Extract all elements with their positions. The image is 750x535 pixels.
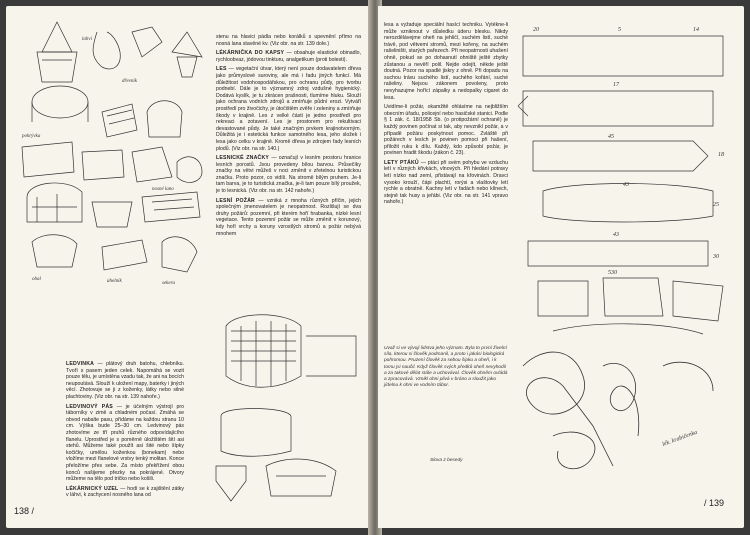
- entry-les: [216, 66, 361, 152]
- caption-text: Uvaž si ve vývoji lidstva jeho význam. Byla to první živelní síla, kterou si člověk podmanil, a proto i jakási biologická pohromou. Pruzení člověk za sebou šipku a oheň, i k tomu jsi naučil. Když člověk svých předků oheň nevyhodil a za takové dělat stále a uchovával. Člověk ohněm ovládá a zpracovává. Vznikl ohni plivá v bráno a sloužit jako jídelnu k ohni ve vodním tábor.: [384, 346, 508, 389]
- dim-3: 14: [693, 27, 699, 33]
- entry-text: — označují v lesním prostoru hranice lesních porostů. Jsou provedeny bílou barvou. Průsečíky značky na větvi můžeš v noci změnit v zřetelnou turistickou značku. Proto pozor, co vidíš. Na stromě bílým pruhem. Je-li tam barva, je to turistická značka, je-li tam pouze bílý proužek, je to lesnická. (Viz obr. na str. 142 nahoře.): [216, 155, 361, 195]
- sketch-label-2: dřevník: [122, 79, 137, 84]
- knot-sketches: [513, 346, 738, 496]
- dim-11: 530: [608, 270, 617, 276]
- entry-lesnicke-znacky: [216, 155, 361, 195]
- fire-caption: [384, 346, 508, 389]
- entry-lekarnicky-uzel: [66, 486, 184, 499]
- entry-text: — hodí se k zajištění zátky v láhvi, k zachycení nosného lana od: [66, 485, 184, 499]
- page-number-right: / 139: [704, 498, 725, 508]
- dim-1: 20: [533, 27, 539, 33]
- bag-pattern-diagram: [513, 16, 738, 351]
- entry-lesni-pozar-cont: [384, 22, 508, 101]
- entry-ledvinka: [66, 361, 184, 401]
- left-page-column-left: [66, 361, 184, 502]
- entry-0: [216, 34, 361, 47]
- entry-pozar-zakon: [384, 104, 508, 157]
- entry-text: — vzniká z mnoha různých příčin, jejich společným jmenovatelem je neopatrnost. Rozlišují se dva druhy požárů: pozemní, při kterém hoří hrabanka, nízké lesní vegetace. Tento pozemní požár se může změnit v korunový, kdy hoří vrchy a koruny vzrostlých stromů a požár nebývá mnohem: [216, 197, 361, 237]
- entry-text: Uvidíme-li požár, okamžitě ohlásíme na nejbližším obecním úřadu, policejní nebo hasičské stanici. Podle § 1 zák. č. 18/1958 Sb. (o protipožární ochraně) je každý povinen počínat si tak, aby nevznikl požár, a v případě požáru poskytnout pomoc. Zvláště při požárech v lesích je povinen pomoci při hašení, přiložit ruku k dílu. Každý, kdo způsobí požár, je povinen hradit škodu (zákon č. 23).: [384, 104, 508, 157]
- entry-text: stenu na hlavici pádla nebo korálků s upevnění přímo na nosná lana stavěné kv. (Viz obr. na str. 139 dole.): [216, 34, 361, 47]
- page-number-left: 138 /: [14, 506, 35, 516]
- camp-gear-sketches: [12, 12, 212, 292]
- entry-text: — ptáci při svém pohybu ve vzduchu letí v různých křivkách, vlnových. Při hledání potravy letí nízko nad zemí, přistávají na křovinách. Dravci vysoko krouží, čápi plachtí, rorýsi a vlaštovky letí rychle a obratně. Kachny letí v řadách nebo klínech, stejně tak husy a jeřábi. (Viz obr. na str. 141 vpravo nahoře.): [384, 159, 508, 206]
- caption-signature: Slova z besedy: [430, 458, 463, 463]
- entry-text: — vegetační útvar, který není pouze dodavatelem dřeva jako průmyslové suroviny, ale má i řadu jiných funkcí. Má důležitost vodohospodářskou, pro ochranu půdy, pro tvorbu podnebí. Dále je to významný zdroj vzdušné hygienický. Dodává kyslík, je tu zkrácen prašnosti, tlumíme hluku. Slouží jako ochrana vodních zdrojů a zmírňuje půdní erozi. Vytváří prostředí pro živočichy, je útočištěm zvěře i zeleniny a zmírňuje škody v krajině. Les z velké části je jedno prostředí pro rekreaci a zotavení. Les je prostorem pro rekultivaci devastované půdy. Je také značným prvkem krajinotvorným. Důležitá je i estetická funkce samotného lesa, jeho složek i lesa jako celku v krajině. Kromě dřeva je zdrojem řady lesních plodů. (Viz obr. na str. 140.): [216, 66, 361, 152]
- entry-head: LESNICKÉ ZNAČKY: [216, 155, 270, 162]
- dim-2: 5: [618, 27, 621, 33]
- entry-head: LES: [216, 66, 227, 73]
- entry-head: LESNÍ POŽÁR: [216, 197, 255, 204]
- sketch-label-3: pokrývka: [22, 134, 41, 139]
- entry-lety-ptaku: [384, 160, 508, 206]
- dim-8: 25: [713, 202, 719, 208]
- right-page-column: [384, 22, 508, 209]
- dim-10: 30: [713, 254, 719, 260]
- dim-5: 45: [608, 134, 614, 140]
- left-page-column-right: [216, 34, 361, 240]
- dim-4: 17: [613, 82, 619, 88]
- dim-6: 18: [718, 152, 724, 158]
- sketch-label-7: sekera: [162, 281, 176, 286]
- entry-text: — plátový druh batohu, chlebníku. Tvoří s pasem jeden celek. Napomáhá se vozit pouze tělu, je umístěna vzadu tak, že ani na bocích neupoutává. Slouží k uložení mapy, baterky i jiných věcí. Zhotovuje se ji z koženky, látky nebo silné plachtoviny. (Viz obr. na str. 139 nahoře.): [66, 361, 184, 400]
- entry-text: — obsahuje elastické obinadlo, rychloobvaz, jódovou tinkturu, analgetikum (proti bolesti).: [216, 50, 361, 63]
- entry-head: LÉKÁRNIČKA DO KAPSY: [216, 50, 285, 57]
- entry-text: lesa a vyžaduje speciální hasící techniku. Vytékne-li může vzniknout v důsledku úderu blesku. Nikdy nerozdělávejme oheň na jehličí, suchém listí, suché trávě, pod větvemi stromů, mezi kořeny, na suchém rašeliništi, starých pařezech. Při neopatrnosti uhašení ohně, pokud se po dohasnutí ohniště ještě zbytky zůstanou a nevěří polil. Nejde odejít, někde ještě doutná. Pozor na spadlé jiskry z ohně. Při dopadu na suchou trávu suchého listí, suchého kořání, suché rašeliny. Nejsou zákonem povoleny, proto nevyhazujme hořící zápalky a nedopalky cigaret do lesa.: [384, 22, 508, 101]
- knot-label: lék. krabičenka: [661, 429, 699, 448]
- entry-text: — je účelným výstrojí pro táborníky v zimě a chladném počasí. Zmáhá se obvod nabalte pasu, přidáme na každou stranu 10 cm. Výška bude 25–30 cm. Ledvinový pás zhotovíme ze tří pruhů různého odpovídajícího flanelu. Uprostřed je s poměrně úložištěm šití asi stehů. Můžeme také použít asi šité nebo šípky kočičky, umělou koženkou (bonekam) nebo vložíme mezi flanelové vrstvy tenký molitan. Konce přeložíme přes sebe. Za místo překřížení obou konců našijeme přezky na pokrájené. Otvory můžeme na tělo pod tričko nebo košili.: [66, 403, 185, 483]
- right-page: [378, 6, 744, 528]
- entry-head: LÉKÁRNICKÝ UZEL: [66, 485, 119, 492]
- sketch-label-1: lahví: [82, 37, 92, 42]
- sketch-label-4: nosné lano: [152, 187, 174, 192]
- entry-lekarnicka: [216, 50, 361, 63]
- pouch-sketch: [206, 306, 366, 506]
- entry-lesni-pozar: [216, 198, 361, 238]
- sketch-label-6: úhelník: [107, 279, 122, 284]
- dim-9: 43: [613, 232, 619, 238]
- entry-head: LETY PTÁKŮ: [384, 159, 419, 166]
- entry-head: LEDVINOVÝ PÁS: [66, 403, 113, 410]
- left-page: [6, 6, 372, 528]
- sketch-label-5: obal: [32, 277, 41, 282]
- entry-head: LEDVINKA: [66, 361, 95, 367]
- camp-gear-drawing: [12, 12, 212, 292]
- entry-ledvinovy-pas: [66, 404, 184, 483]
- dim-7: 43: [623, 182, 629, 188]
